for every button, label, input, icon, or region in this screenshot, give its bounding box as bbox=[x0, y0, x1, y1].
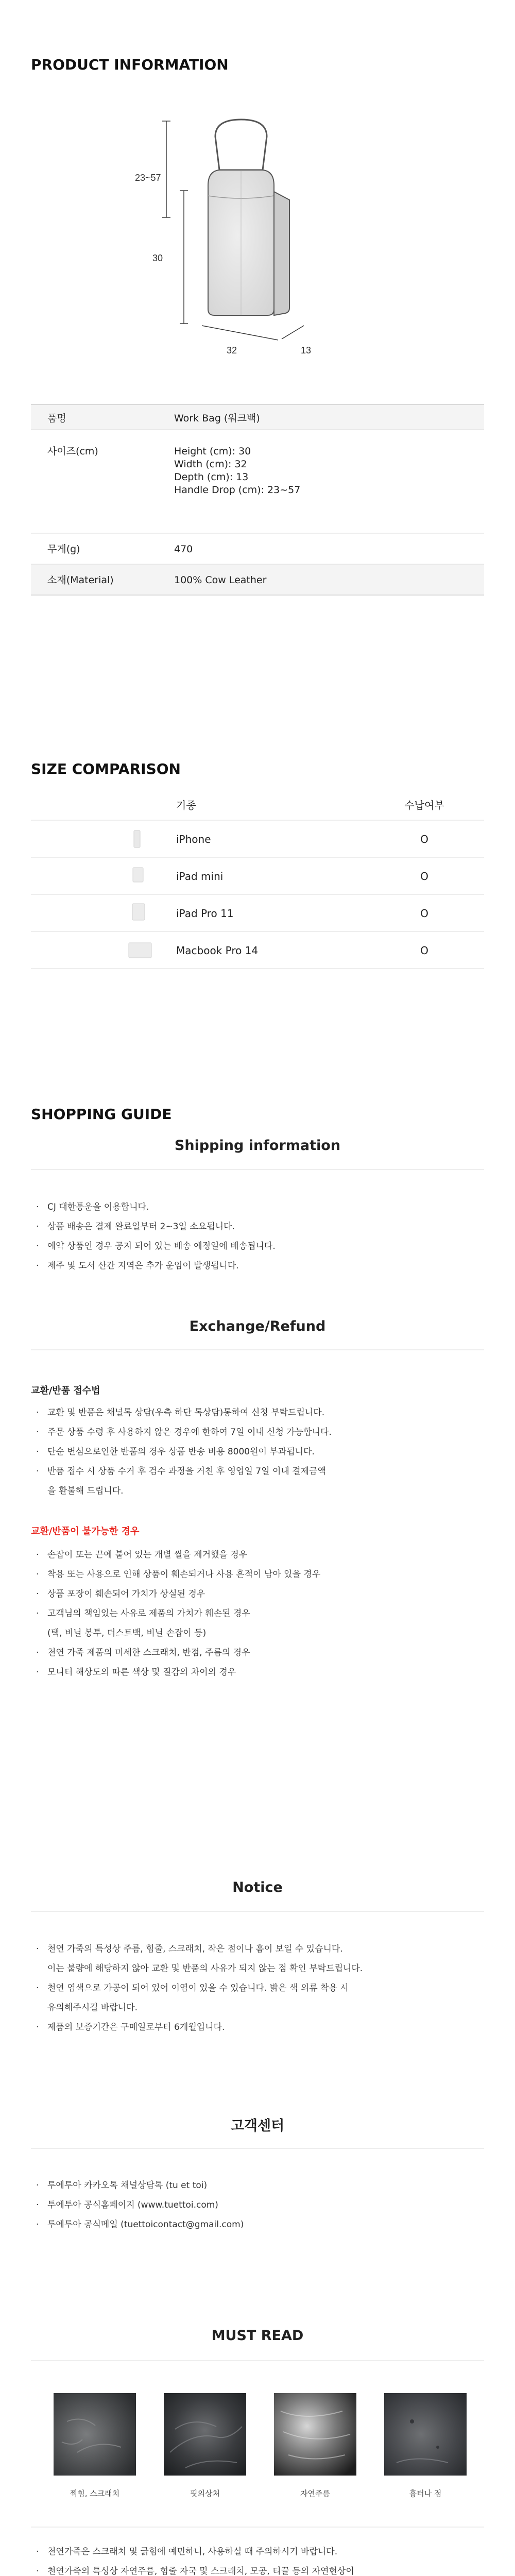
dim-depth: 13 bbox=[301, 345, 312, 355]
spec-label-size: 사이즈(cm) bbox=[47, 446, 98, 457]
spec-value-weight: 470 bbox=[174, 544, 193, 555]
swatch-wrinkle bbox=[274, 2393, 356, 2476]
bullet: · bbox=[36, 2547, 39, 2557]
not-allowed-item: 고객님의 책임있는 사유로 제품의 가치가 훼손된 경우 bbox=[47, 1608, 250, 1619]
bullet: · bbox=[36, 2566, 39, 2576]
size-header-fits: 수납여부 bbox=[404, 799, 444, 811]
exchange-heading: Exchange/Refund bbox=[189, 1318, 326, 1334]
exchange-item-cont: 을 환불해 드립니다. bbox=[47, 1486, 124, 1496]
exchange-how-subheading: 교환/반품 접수법 bbox=[31, 1385, 100, 1396]
notice-item-cont: 이는 불량에 해당하지 않아 교환 및 반품의 사유가 되지 않는 점 확인 부탁드립니다. bbox=[47, 1963, 363, 1974]
bullet: · bbox=[36, 1408, 39, 1418]
bullet: · bbox=[36, 2022, 39, 2032]
bullet: · bbox=[36, 1466, 39, 1477]
spec-value-size-height: Height (cm): 30 bbox=[174, 446, 251, 457]
swatch-label: 핏의상처 bbox=[190, 2489, 220, 2498]
bullet: · bbox=[36, 1944, 39, 1954]
spec-label-material: 소재(Material) bbox=[47, 574, 114, 586]
bullet: · bbox=[36, 2200, 39, 2210]
swatch-scratch bbox=[54, 2393, 136, 2476]
bullet: · bbox=[36, 1648, 39, 1658]
product-info-title: PRODUCT INFORMATION bbox=[31, 56, 229, 73]
swatch-scar bbox=[384, 2393, 467, 2476]
fits-iphone: O bbox=[420, 833, 428, 845]
bullet: · bbox=[36, 1447, 39, 1457]
bullet: · bbox=[36, 2180, 39, 2191]
not-allowed-item: 착용 또는 사용으로 인해 상품이 훼손되거나 사용 흔적이 남아 있을 경우 bbox=[47, 1569, 321, 1580]
swatch-label: 찍힘, 스크래치 bbox=[70, 2489, 120, 2498]
shipping-item: CJ 대한통운을 이용합니다. bbox=[47, 1202, 149, 1212]
not-allowed-item: 천연 가죽 제품의 미세한 스크래치, 반점, 주름의 경우 bbox=[47, 1648, 250, 1658]
bullet: · bbox=[36, 2219, 39, 2230]
bullet: · bbox=[36, 1241, 39, 1251]
not-allowed-item: 손잡이 또는 끈에 붙어 있는 개별 씰을 제거했을 경우 bbox=[47, 1550, 248, 1560]
spec-value-size-width: Width (cm): 32 bbox=[174, 459, 247, 470]
size-comparison-table bbox=[31, 799, 484, 969]
contact-homepage[interactable]: 투에투아 공식홈페이지 (www.tuettoi.com) bbox=[47, 2200, 218, 2210]
must-read-heading: MUST READ bbox=[211, 2328, 304, 2344]
shipping-item: 제주 및 도서 산간 지역은 추가 운임이 발생됩니다. bbox=[47, 1261, 239, 1271]
contact-kakao[interactable]: 투에투아 카카오톡 채널상담톡 (tu et toi) bbox=[47, 2180, 208, 2191]
device-ipad-pro: iPad Pro 11 bbox=[176, 907, 234, 920]
bullet: · bbox=[36, 1983, 39, 1993]
notice-item: 천연 염색으로 가공이 되어 있어 이염이 있을 수 있습니다. 밝은 색 의류 착용 시 bbox=[47, 1983, 349, 1993]
not-allowed-item: 상품 포장이 훼손되어 가치가 상실된 경우 bbox=[47, 1589, 205, 1599]
exchange-item: 반품 접수 시 상품 수거 후 검수 과정을 거친 후 영업일 7일 이내 결제금액 bbox=[47, 1466, 326, 1477]
fits-macbook: O bbox=[420, 944, 428, 957]
fits-ipad-mini: O bbox=[420, 870, 428, 883]
shipping-item: 상품 배송은 결제 완료일부터 2~3일 소요됩니다. bbox=[47, 1222, 235, 1232]
exchange-not-allowed-subheading: 교환/반품이 불가능한 경우 bbox=[31, 1526, 140, 1537]
product-spec-table bbox=[31, 404, 484, 595]
size-header-device: 기종 bbox=[176, 799, 196, 811]
dim-handle-drop: 23~57 bbox=[135, 173, 161, 183]
swatch-label: 흉터나 점 bbox=[409, 2489, 442, 2498]
bullet: · bbox=[36, 1608, 39, 1619]
notice-item-cont: 유의해주시길 바랍니다. bbox=[47, 2003, 138, 2013]
contact-email[interactable]: 투에투아 공식메일 (tuettoicontact@gmail.com) bbox=[47, 2219, 244, 2230]
device-iphone: iPhone bbox=[176, 833, 211, 845]
leather-swatches bbox=[54, 2393, 467, 2498]
size-comparison-title: SIZE COMPARISON bbox=[31, 760, 181, 777]
bullet: · bbox=[36, 1261, 39, 1271]
bullet: · bbox=[36, 1427, 39, 1437]
spec-label-name: 품명 bbox=[47, 413, 66, 424]
notice-heading: Notice bbox=[232, 1879, 283, 1895]
exchange-item: 단순 변심으로인한 반품의 경우 상품 반송 비용 8000원이 부과됩니다. bbox=[47, 1447, 315, 1457]
shipping-heading: Shipping information bbox=[174, 1138, 341, 1154]
dim-width: 32 bbox=[227, 345, 237, 355]
bag-illustration bbox=[135, 120, 311, 355]
device-ipad-mini: iPad mini bbox=[176, 870, 224, 883]
bullet: · bbox=[36, 1667, 39, 1677]
iphone-icon bbox=[134, 831, 140, 848]
bullet: · bbox=[36, 1589, 39, 1599]
spec-label-weight: 무게(g) bbox=[47, 544, 80, 555]
must-read-item: 천연가죽의 특성상 자연주름, 힘줄 자국 및 스크래치, 모공, 티끌 등의 자연현상이 bbox=[47, 2566, 354, 2576]
notice-item: 제품의 보증기간은 구매일로부터 6개월입니다. bbox=[47, 2022, 225, 2032]
dim-height: 30 bbox=[152, 253, 163, 263]
macbook-icon bbox=[129, 943, 151, 958]
swatch-label: 자연주름 bbox=[300, 2489, 330, 2498]
must-read-item: 천연가죽은 스크래치 및 긁힘에 예민하니, 사용하실 때 주의하시기 바랍니다. bbox=[47, 2547, 338, 2557]
exchange-item: 주문 상품 수령 후 사용하지 않은 경우에 한하여 7일 이내 신청 가능합니다. bbox=[47, 1427, 332, 1437]
ipad-pro-icon bbox=[132, 904, 145, 920]
customer-center-heading: 고객센터 bbox=[230, 2118, 285, 2134]
spec-value-size-depth: Depth (cm): 13 bbox=[174, 471, 249, 483]
device-macbook: Macbook Pro 14 bbox=[176, 944, 259, 957]
spec-value-size-drop: Handle Drop (cm): 23~57 bbox=[174, 484, 301, 496]
bullet: · bbox=[36, 1222, 39, 1232]
bullet: · bbox=[36, 1202, 39, 1212]
exchange-item: 교환 및 반품은 채널톡 상담(우측 하단 톡상담)통하여 신청 부탁드립니다. bbox=[47, 1408, 325, 1418]
shipping-item: 예약 상품인 경우 공지 되어 있는 배송 예정일에 배송됩니다. bbox=[47, 1241, 276, 1251]
swatch-vein bbox=[164, 2393, 246, 2476]
shopping-guide-title: SHOPPING GUIDE bbox=[31, 1106, 172, 1123]
fits-ipad-pro: O bbox=[420, 907, 428, 920]
bullet: · bbox=[36, 1550, 39, 1560]
bullet: · bbox=[36, 1569, 39, 1580]
ipad-mini-icon bbox=[133, 868, 143, 882]
not-allowed-item: 모니터 해상도의 따른 색상 및 질감의 차이의 경우 bbox=[47, 1667, 236, 1677]
notice-item: 천연 가죽의 특성상 주름, 힘줄, 스크래치, 작은 점이나 흠이 보일 수 있습니다. bbox=[47, 1944, 343, 1954]
spec-value-material: 100% Cow Leather bbox=[174, 574, 267, 586]
bag-outline-icon bbox=[208, 120, 289, 315]
spec-value-name: Work Bag (워크백) bbox=[174, 413, 260, 424]
not-allowed-item-cont: (택, 비닐 봉투, 더스트백, 비닐 손잡이 등) bbox=[47, 1628, 207, 1638]
